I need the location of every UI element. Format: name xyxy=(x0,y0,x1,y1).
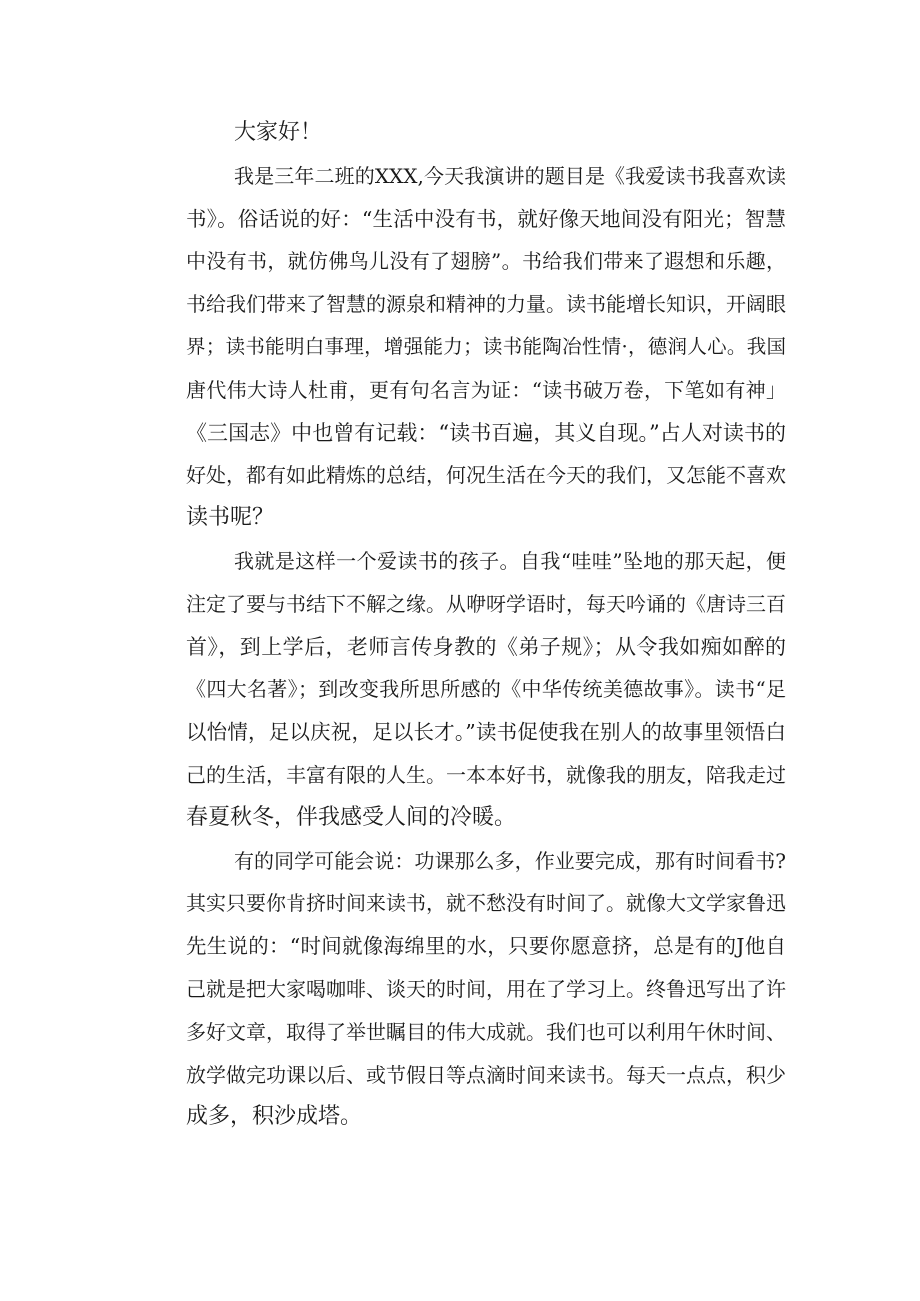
paragraph-finding-time xyxy=(138,840,786,1140)
text-line: 春夏秋冬，伴我感受人间的冷暖。 xyxy=(186,804,517,830)
text-line: 界；读书能明白事理，增强能力；读书能陶冶性情·，德润人心。我国 xyxy=(186,334,786,358)
text-line: 大家好！ xyxy=(234,120,323,145)
text-line: 己就是把大家喝咖啡、谈天的时间，用在了学习上。终鲁迅写出了许 xyxy=(186,976,786,1001)
paragraph-reading-child xyxy=(138,540,786,840)
text-line: 首》，到上学后，老师言传身教的《弟子规》；从令我如痴如醉的 xyxy=(186,634,786,659)
text-line: 注定了要与书结下不解之缘。从咿呀学语时，每天吟诵的《唐诗三百 xyxy=(186,591,786,616)
text-line: 书给我们带来了智慧的源泉和精神的力量。读书能增长知识，开阔眼 xyxy=(186,292,786,317)
text-line: 读书呢？ xyxy=(186,505,275,531)
text-line: 多好文章，取得了举世瞩目的伟大成就。我们也可以利用午休时间、 xyxy=(186,1019,786,1044)
text-line: 《四大名著》；到改变我所思所感的《中华传统美德故事》。读书“足 xyxy=(186,677,786,702)
text-line: 书》。俗话说的好：“生活中没有书，就好像天地间没有阳光；智慧 xyxy=(186,206,786,231)
text-line: 我就是这样一个爱读书的孩子。自我“哇哇”坠地的那天起，便 xyxy=(234,548,786,573)
text-line: 唐代伟大诗人杜甫，更有句名言为证：“读书破万卷，下笔如有神」 xyxy=(186,377,786,402)
text-line: 我是三年二班的XXX,今天我演讲的题目是《我爱读书我喜欢读 xyxy=(234,163,786,188)
text-line: 其实只要你肯挤时间来读书，就不愁没有时间了。就像大文学家鲁迅 xyxy=(186,891,786,916)
text-line: 放学做完功课以后、或节假日等点滴时间来读书。每天一点点，积少 xyxy=(186,1062,786,1087)
speech-body xyxy=(138,112,786,1139)
text-line: 己的生活，丰富有限的人生。一本本好书，就像我的朋友，陪我走过 xyxy=(186,762,786,787)
paragraph-introduction xyxy=(138,155,786,540)
text-line: 《三国志》中也曾有记载：“读书百遍，其义自现。”占人对读书的 xyxy=(186,420,786,445)
paragraph-greeting xyxy=(138,112,786,155)
text-line: 好处，都有如此精炼的总结，何况生活在今天的我们，又怎能不喜欢 xyxy=(186,463,786,488)
text-line: 有的同学可能会说：功课那么多，作业要完成，那有时间看书? xyxy=(234,848,786,873)
text-line: 以怡情，足以庆祝，足以长才。”读书促使我在别人的故事里领悟白 xyxy=(186,720,786,745)
text-line: 中没有书，就仿佛鸟儿没有了翅膀”。书给我们带来了遐想和乐趣， xyxy=(186,249,786,274)
text-line: 成多，积沙成塔。 xyxy=(186,1104,363,1130)
text-line: 先生说的：“时间就像海绵里的水，只要你愿意挤，总是有的J他自 xyxy=(186,934,786,959)
